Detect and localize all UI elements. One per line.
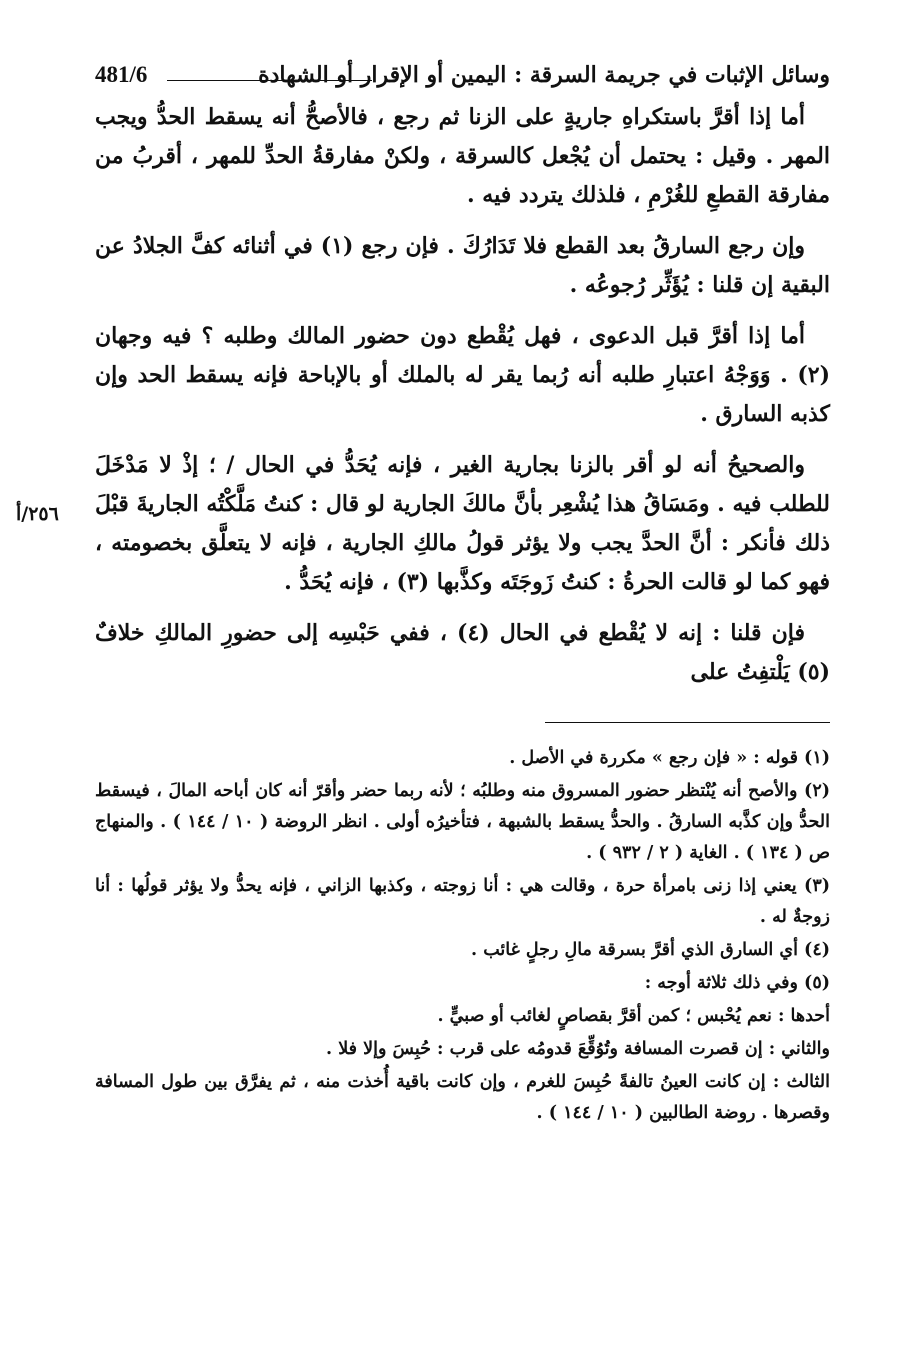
footnotes <box>95 743 830 1129</box>
main-text <box>95 98 830 692</box>
footnote: (٣) يعني إذا زنى بامرأة حرة ، وقالت هي : أنا زوجته ، وكذبها الزاني ، فإنه يحدُّ ولا يؤثر قولُها : أنا زوجةٌ له . <box>95 876 830 927</box>
footnote-item: أحدها : نعم يُحْبس ؛ كمن أقرَّ بقصاصٍ لغائب أو صبيٍّ . <box>437 1006 830 1026</box>
footnote: (٥) وفي ذلك ثلاثة أوجه : <box>644 973 830 993</box>
paragraph: أما إذا أقرَّ باستكراهِ جاريةٍ على الزنا ثم رجع ، فالأصحُّ أنه يسقط الحدُّ ويجب المهر . وقيل : يحتمل أن يُجْعل كالسرقة ، ولكنْ مفارقةُ الحدِّ للمهر ، أقربُ من مفارقة القطعِ للغُرْمِ ، فلذلك يتردد فيه . <box>95 104 830 208</box>
paragraph: والصحيحُ أنه لو أقر بالزنا بجارية الغير ، فإنه يُحَدُّ في الحال / ؛ إذْ لا مَدْخَلَ للطلب فيه . ومَسَاقُ هذا يُشْعِر بأنَّ مالكَ الجارية لو قال : كنتُ مَلَّكْتُه الجاريةَ قبْلَ ذلك فأنكر : أنَّ الحدَّ يجب ولا يؤثر قولُ مالكِ الجارية ، فإنه لا يتعلَّق بخصومته ، فهو كما لو قالت الحرةُ : كنتُ زَوجَتَه وكذَّبها (٣) ، فإنه يُحَدُّ . <box>95 452 830 595</box>
header-rule <box>167 80 372 81</box>
footnote: (٢) والأصح أنه يُنْتظر حضور المسروق منه وطلبُه ؛ لأنه ربما حضر وأقرّ أنه كان أباحه المالَ ، فيسقط الحدُّ وإن كذَّبه السارقُ . والحدُّ يسقط بالشبهة ، فتأخيرُه أولى . انظر الروضة ( ١٠ / ١٤٤ ) . والمنهاج ص ( ١٣٤ ) . الغاية ( ٢ / ٩٣٢ ) . <box>95 781 830 863</box>
footnote-separator <box>545 722 830 723</box>
paragraph: فإن قلنا : إنه لا يُقْطع في الحال (٤) ، ففي حَبْسِه إلى حضورِ المالكِ خلافٌ (٥) يَلْتفِتُ على <box>95 620 830 685</box>
paragraph: وإن رجع السارقُ بعد القطع فلا تَدَارُكَ . فإن رجع (١) في أثنائه كفَّ الجلادُ عن البقية إن قلنا : يُؤَثِّر رُجوعُه . <box>95 233 830 298</box>
footnote: (١) قوله : « فإن رجع » مكررة في الأصل . <box>509 748 830 768</box>
running-header <box>95 58 830 98</box>
footnote-item: الثالث : إن كانت العينُ تالفةً حُبِسَ للغرم ، وإن كانت باقية أُخذت منه ، ثم يفرَّق بين طول المسافة وقصرها . روضة الطالبين ( ١٠ / ١٤٤ ) . <box>95 1072 830 1123</box>
footnote: (٤) أي السارق الذي أقرَّ بسرقة مالِ رجلٍ غائب . <box>471 940 830 960</box>
page-number: 481/6 <box>95 62 148 87</box>
book-page <box>95 58 830 1131</box>
manuscript-folio-marker: ٢٥٦/أ <box>16 503 59 525</box>
footnote-item: والثاني : إن قصرت المسافة وتُوُقِّعَ قدومُه على قرب : حُبِسَ وإلا فلا . <box>326 1039 830 1059</box>
paragraph: أما إذا أقرَّ قبل الدعوى ، فهل يُقْطع دون حضور المالك وطلبه ؟ فيه وجهان (٢) . وَوَجْهُ اعتبارِ طلبه أنه رُبما يقر له بالملك أو بالإباحة فإنه يسقط الحد وإن كذبه السارق . <box>95 323 830 427</box>
running-title: وسائل الإثبات في جريمة السرقة : اليمين أو الإقرار أو الشهادة <box>258 62 830 88</box>
